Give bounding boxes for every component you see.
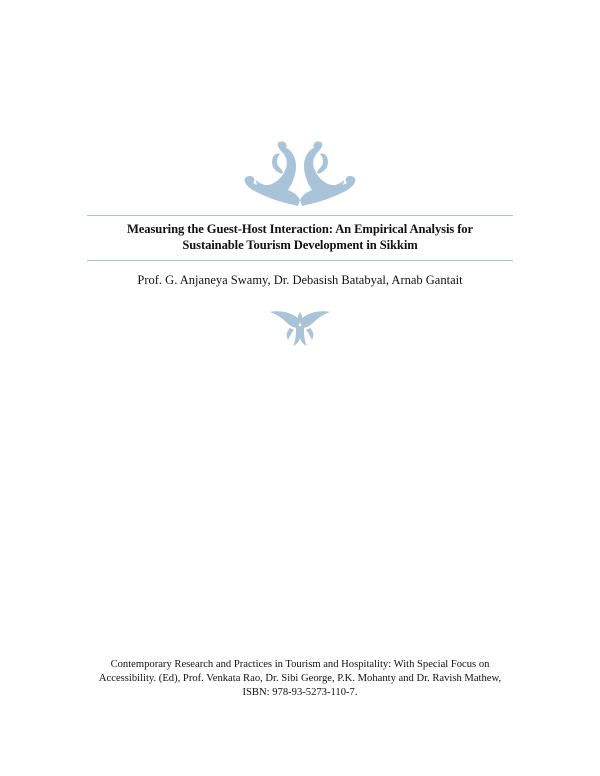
fleuron-ornament-icon [266, 306, 334, 352]
floral-scroll-ornament-icon [240, 140, 360, 208]
citation-line-3: ISBN: 978-93-5273-110-7. [242, 687, 358, 698]
title-top-rule [87, 215, 513, 216]
title-bottom-rule [87, 260, 513, 261]
title-line-1: Measuring the Guest-Host Interaction: An Empirical Analysis for [127, 222, 473, 236]
citation-block [40, 658, 560, 700]
document-title [60, 221, 540, 253]
authors-line: Prof. G. Anjaneya Swamy, Dr. Debasish Batabyal, Arnab Gantait [137, 273, 463, 287]
citation-line-2: Accessibility. (Ed), Prof. Venkata Rao, Dr. Sibi George, P.K. Mohanty and Dr. Ravish Mathew, [98, 673, 502, 684]
citation-line-1: Contemporary Research and Practices in Tourism and Hospitality: With Special Focus on [110, 659, 490, 670]
title-line-2: Sustainable Tourism Development in Sikkim [182, 238, 418, 252]
